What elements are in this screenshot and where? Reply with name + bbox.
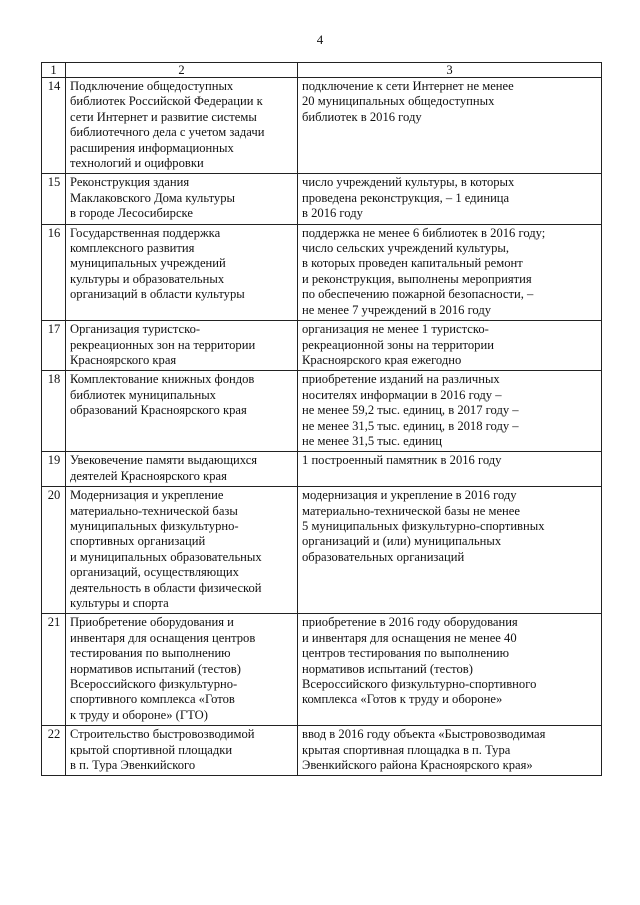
measure-name: Увековечение памяти выдающихся деятелей Красноярского края bbox=[66, 452, 298, 487]
row-number: 14 bbox=[42, 78, 66, 174]
measure-result: ввод в 2016 году объекта «Быстровозводимая крытая спортивная площадка в п. Тура Эвенкийского района Красноярского края» bbox=[298, 726, 602, 776]
measure-result: число учреждений культуры, в которых проведена реконструкция, – 1 единица в 2016 году bbox=[298, 174, 602, 224]
table-row bbox=[42, 78, 602, 174]
measure-name: Государственная поддержка комплексного развития муниципальных учреждений культуры и образовательных организаций в области культуры bbox=[66, 224, 298, 320]
table-row bbox=[42, 371, 602, 452]
header-col-2: 2 bbox=[66, 63, 298, 78]
row-number: 15 bbox=[42, 174, 66, 224]
row-number: 21 bbox=[42, 614, 66, 726]
row-number: 22 bbox=[42, 726, 66, 776]
table-row bbox=[42, 321, 602, 371]
row-number: 18 bbox=[42, 371, 66, 452]
measure-name: Приобретение оборудования и инвентаря для оснащения центров тестирования по выполнению нормативов испытаний (тестов) Всероссийского физкультурно- спортивного комплекса «Готов к труду и обороне» (ГТО) bbox=[66, 614, 298, 726]
measure-result: приобретение в 2016 году оборудования и инвентаря для оснащения не менее 40 центров тестирования по выполнению нормативов испытаний (тестов) Всероссийского физкультурно-спортивного комплекса «Готов к труду и обороне» bbox=[298, 614, 602, 726]
table-row bbox=[42, 174, 602, 224]
measure-result: организация не менее 1 туристско- рекреационной зоны на территории Красноярского края ежегодно bbox=[298, 321, 602, 371]
table-row bbox=[42, 487, 602, 614]
row-number: 16 bbox=[42, 224, 66, 320]
measure-result: поддержка не менее 6 библиотек в 2016 году; число сельских учреждений культуры, в которых проведен капитальный ремонт и реконструкция, выполнены мероприятия по обеспечению пожарной безопасности, – не менее 7 учреждений в 2016 году bbox=[298, 224, 602, 320]
table-row bbox=[42, 452, 602, 487]
measure-result: подключение к сети Интернет не менее 20 муниципальных общедоступных библиотек в 2016 году bbox=[298, 78, 602, 174]
table-row bbox=[42, 224, 602, 320]
measure-result: приобретение изданий на различных носителях информации в 2016 году – не менее 59,2 тыс. единиц, в 2017 году – не менее 31,5 тыс. единиц, в 2018 году – не менее 31,5 тыс. единиц bbox=[298, 371, 602, 452]
page-number: 4 bbox=[316, 32, 324, 47]
measure-name: Модернизация и укрепление материально-технической базы муниципальных физкультурно- спортивных организаций и муниципальных образовательных организаций, осуществляющих деятельность в области физической культуры и спорта bbox=[66, 487, 298, 614]
measure-name: Подключение общедоступных библиотек Российской Федерации к сети Интернет и развитие системы библиотечного дела с учетом задачи расширения информационных технологий и оцифровки bbox=[66, 78, 298, 174]
table-header-row bbox=[42, 63, 602, 78]
measure-result: модернизация и укрепление в 2016 году материально-технической базы не менее 5 муниципальных физкультурно-спортивных организаций и (или) муниципальных образовательных организаций bbox=[298, 487, 602, 614]
measure-name: Строительство быстровозводимой крытой спортивной площадки в п. Тура Эвенкийского bbox=[66, 726, 298, 776]
row-number: 20 bbox=[42, 487, 66, 614]
measure-name: Реконструкция здания Маклаковского Дома культуры в городе Лесосибирске bbox=[66, 174, 298, 224]
measure-name: Организация туристско- рекреационных зон на территории Красноярского края bbox=[66, 321, 298, 371]
table-row bbox=[42, 614, 602, 726]
measure-result: 1 построенный памятник в 2016 году bbox=[298, 452, 602, 487]
row-number: 17 bbox=[42, 321, 66, 371]
table-row bbox=[42, 726, 602, 776]
header-col-1: 1 bbox=[42, 63, 66, 78]
measures-table bbox=[41, 62, 602, 776]
measure-name: Комплектование книжных фондов библиотек муниципальных образований Красноярского края bbox=[66, 371, 298, 452]
header-col-3: 3 bbox=[298, 63, 602, 78]
row-number: 19 bbox=[42, 452, 66, 487]
